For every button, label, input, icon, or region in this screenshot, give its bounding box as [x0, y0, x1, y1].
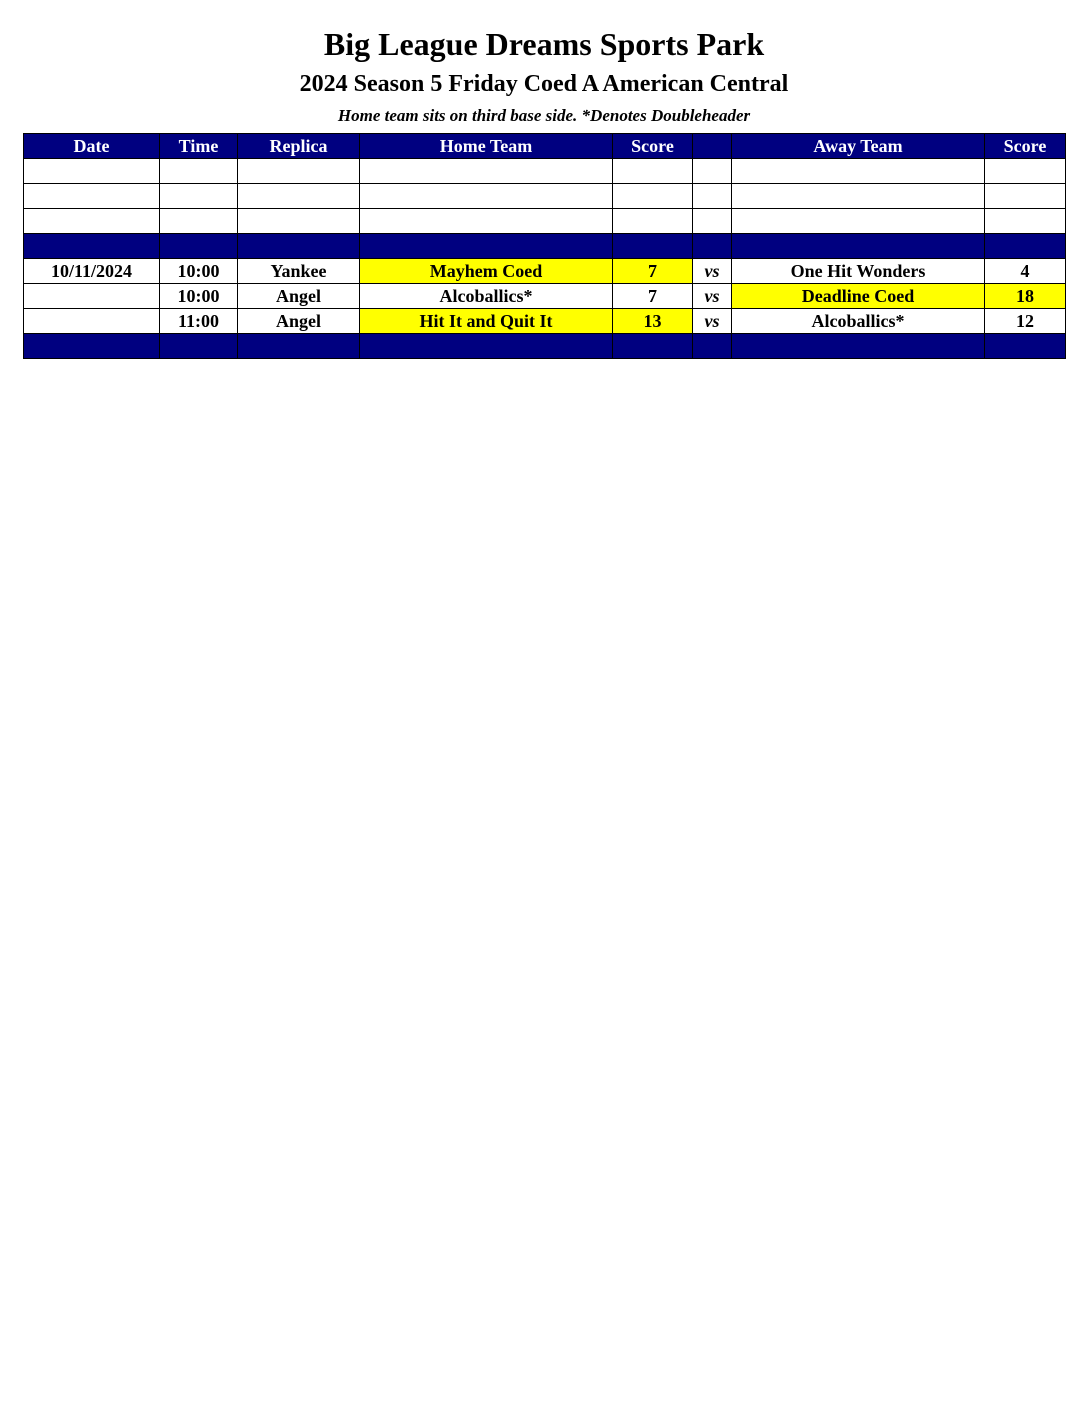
vs-label: vs — [693, 284, 732, 309]
game-time: 10:00 — [160, 284, 238, 309]
empty-cell — [732, 159, 985, 184]
band-cell — [732, 334, 985, 359]
empty-cell — [238, 184, 360, 209]
vs-column-header — [693, 134, 732, 159]
separator-row — [24, 234, 1066, 259]
page-subtitle: 2024 Season 5 Friday Coed A American Central — [299, 71, 789, 97]
band-cell — [693, 234, 732, 259]
band-cell — [24, 234, 160, 259]
away-score-column-header: Score — [985, 134, 1066, 159]
date-column-header: Date — [24, 134, 160, 159]
band-cell — [24, 334, 160, 359]
game-row — [24, 259, 1066, 284]
empty-cell — [24, 209, 160, 234]
band-cell — [160, 334, 238, 359]
away-team: One Hit Wonders — [732, 259, 985, 284]
home-team: Mayhem Coed — [360, 259, 613, 284]
band-cell — [238, 234, 360, 259]
home-team: Alcoballics* — [360, 284, 613, 309]
vs-label: vs — [693, 259, 732, 284]
band-cell — [732, 234, 985, 259]
empty-cell — [360, 209, 613, 234]
band-cell — [360, 334, 613, 359]
home-score: 7 — [613, 259, 693, 284]
band-cell — [613, 234, 693, 259]
empty-cell — [360, 159, 613, 184]
empty-cell — [985, 184, 1066, 209]
empty-row — [24, 184, 1066, 209]
away-team: Alcoballics* — [732, 309, 985, 334]
empty-cell — [160, 159, 238, 184]
separator-row — [24, 334, 1066, 359]
empty-cell — [360, 184, 613, 209]
home-team-column-header: Home Team — [360, 134, 613, 159]
empty-cell — [732, 209, 985, 234]
band-cell — [693, 334, 732, 359]
away-team: Deadline Coed — [732, 284, 985, 309]
empty-row — [24, 209, 1066, 234]
page-title: Big League Dreams Sports Park — [323, 26, 765, 62]
band-cell — [613, 334, 693, 359]
empty-cell — [238, 159, 360, 184]
schedule-table — [23, 133, 1066, 359]
empty-cell — [693, 159, 732, 184]
band-cell — [238, 334, 360, 359]
empty-cell — [24, 159, 160, 184]
game-date — [24, 284, 160, 309]
away-score: 12 — [985, 309, 1066, 334]
game-row — [24, 309, 1066, 334]
empty-cell — [985, 209, 1066, 234]
empty-cell — [613, 159, 693, 184]
empty-cell — [160, 209, 238, 234]
empty-cell — [693, 184, 732, 209]
empty-row — [24, 159, 1066, 184]
empty-cell — [693, 209, 732, 234]
vs-label: vs — [693, 309, 732, 334]
band-cell — [985, 234, 1066, 259]
empty-cell — [24, 184, 160, 209]
game-replica: Angel — [238, 309, 360, 334]
game-date — [24, 309, 160, 334]
game-time: 10:00 — [160, 259, 238, 284]
empty-cell — [160, 184, 238, 209]
header-row — [24, 134, 1066, 159]
away-team-column-header: Away Team — [732, 134, 985, 159]
away-score: 4 — [985, 259, 1066, 284]
empty-cell — [985, 159, 1066, 184]
empty-cell — [732, 184, 985, 209]
time-column-header: Time — [160, 134, 238, 159]
home-team: Hit It and Quit It — [360, 309, 613, 334]
game-date: 10/11/2024 — [24, 259, 160, 284]
empty-cell — [238, 209, 360, 234]
empty-cell — [613, 184, 693, 209]
home-score: 7 — [613, 284, 693, 309]
game-replica: Angel — [238, 284, 360, 309]
game-time: 11:00 — [160, 309, 238, 334]
empty-cell — [613, 209, 693, 234]
schedule-note: Home team sits on third base side. *Denotes Doubleheader — [337, 106, 751, 125]
home-score: 13 — [613, 309, 693, 334]
home-score-column-header: Score — [613, 134, 693, 159]
game-row — [24, 284, 1066, 309]
band-cell — [360, 234, 613, 259]
replica-column-header: Replica — [238, 134, 360, 159]
game-replica: Yankee — [238, 259, 360, 284]
band-cell — [985, 334, 1066, 359]
away-score: 18 — [985, 284, 1066, 309]
band-cell — [160, 234, 238, 259]
